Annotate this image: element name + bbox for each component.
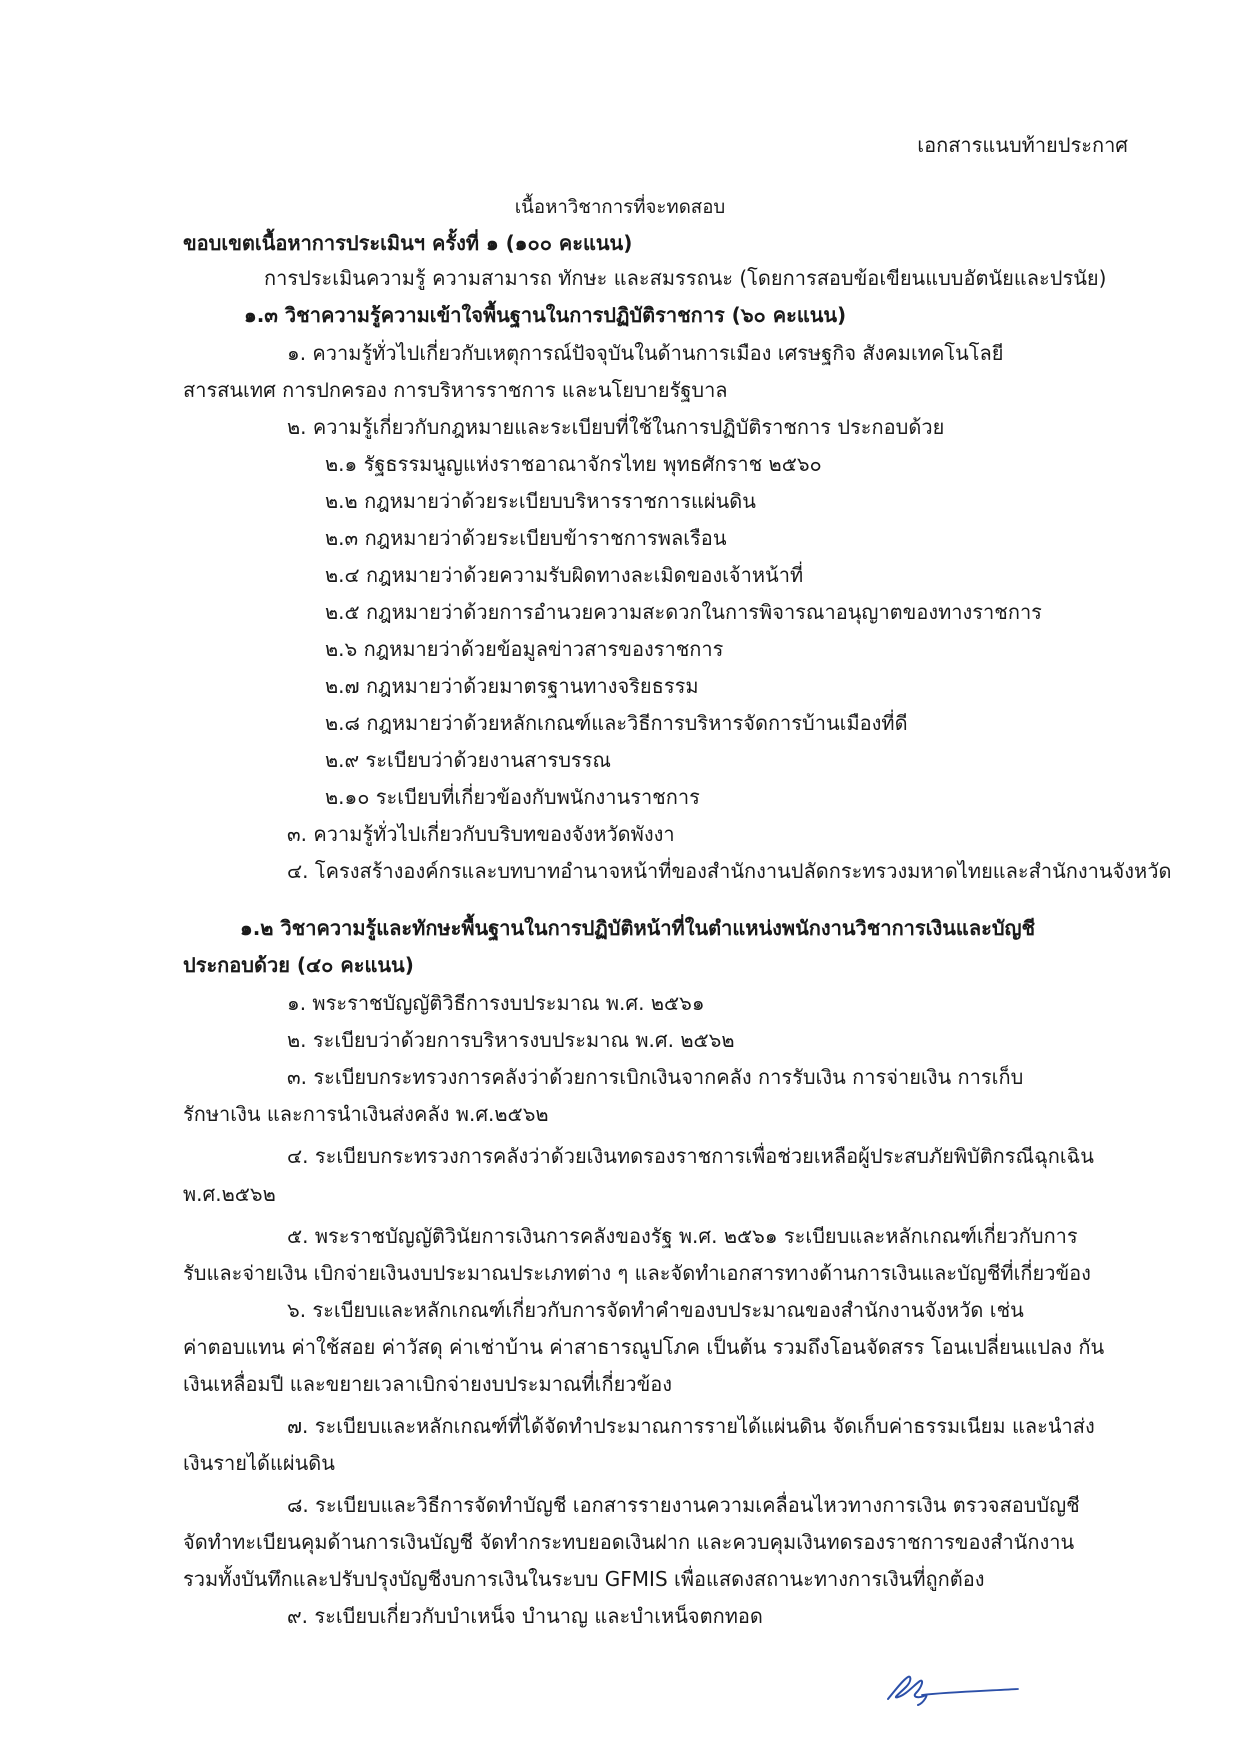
- sub-item: ๒.๘ กฎหมายว่าด้วยหลักเกณฑ์และวิธีการบริหารจัดการบ้านเมืองที่ดี: [325, 711, 908, 735]
- section2-item8-line3: รวมทั้งบันทึกและปรับปรุงบัญชีงบการเงินในระบบ GFMIS เพื่อแสดงสถานะทางการเงินที่ถูกต้อง: [183, 1567, 985, 1591]
- section1-item2: ๒. ความรู้เกี่ยวกับกฎหมายและระเบียบที่ใช้ในการปฏิบัติราชการ ประกอบด้วย: [287, 415, 945, 439]
- sub-item: ๒.๑ รัฐธรรมนูญแห่งราชอาณาจักรไทย พุทธศักราช ๒๕๖๐: [325, 452, 822, 476]
- attachment-note: เอกสารแนบท้ายประกาศ: [917, 133, 1128, 157]
- section1-heading: ๑.๓ วิชาความรู้ความเข้าใจพื้นฐานในการปฏิบัติราชการ (๖๐ คะแนน): [244, 303, 847, 327]
- section2-item3-line1: ๓. ระเบียบกระทรวงการคลังว่าด้วยการเบิกเงินจากคลัง การรับเงิน การจ่ายเงิน การเก็บ: [287, 1065, 1024, 1089]
- sub-item: ๒.๒ กฎหมายว่าด้วยระเบียบบริหารราชการแผ่นดิน: [325, 489, 756, 513]
- section2-heading-line2: ประกอบด้วย (๔๐ คะแนน): [183, 953, 414, 977]
- sub-item: ๒.๙ ระเบียบว่าด้วยงานสารบรรณ: [325, 748, 611, 772]
- sub-item: ๒.๖ กฎหมายว่าด้วยข้อมูลข่าวสารของราชการ: [325, 637, 724, 661]
- section2-heading-line1: ๑.๒ วิชาความรู้และทักษะพื้นฐานในการปฏิบัติหน้าที่ในตำแหน่งพนักงานวิชาการเงินและบัญชี: [240, 916, 1036, 940]
- section2-item7-line1: ๗. ระเบียบและหลักเกณฑ์ที่ได้จัดทำประมาณการรายได้แผ่นดิน จัดเก็บค่าธรรมเนียม และนำส่ง: [287, 1414, 1095, 1438]
- signature-icon: [878, 1665, 1028, 1715]
- section1-item3: ๓. ความรู้ทั่วไปเกี่ยวกับบริบทของจังหวัดพังงา: [287, 822, 675, 846]
- section2-item4-line1: ๔. ระเบียบกระทรวงการคลังว่าด้วยเงินทดรองราชการเพื่อช่วยเหลือผู้ประสบภัยพิบัติกรณีฉุกเฉิน: [287, 1144, 1094, 1168]
- sub-item: ๒.๕ กฎหมายว่าด้วยการอำนวยความสะดวกในการพิจารณาอนุญาตของทางราชการ: [325, 600, 1042, 624]
- sub-item: ๒.๑๐ ระเบียบที่เกี่ยวข้องกับพนักงานราชการ: [325, 785, 700, 809]
- section2-item6-line2: ค่าตอบแทน ค่าใช้สอย ค่าวัสดุ ค่าเช่าบ้าน ค่าสาธารณูปโภค เป็นต้น รวมถึงโอนจัดสรร โอนเปลี่ยนแปลง กัน: [183, 1335, 1105, 1359]
- section2-item1: ๑. พระราชบัญญัติวิธีการงบประมาณ พ.ศ. ๒๕๖๑: [287, 991, 705, 1015]
- section1-item1-line2: สารสนเทศ การปกครอง การบริหารราชการ และนโยบายรัฐบาล: [183, 378, 728, 402]
- section1-item4: ๔. โครงสร้างองค์กรและบทบาทอำนาจหน้าที่ของสำนักงานปลัดกระทรวงมหาดไทยและสำนักงานจังหวัด: [287, 859, 1172, 883]
- section2-item7-line2: เงินรายได้แผ่นดิน: [183, 1451, 335, 1475]
- sub-item: ๒.๔ กฎหมายว่าด้วยความรับผิดทางละเมิดของเจ้าหน้าที่: [325, 563, 804, 587]
- section2-item4-line2: พ.ศ.๒๕๖๒: [183, 1182, 276, 1206]
- section1-item1-line1: ๑. ความรู้ทั่วไปเกี่ยวกับเหตุการณ์ปัจจุบันในด้านการเมือง เศรษฐกิจ สังคมเทคโนโลยี: [287, 341, 1004, 365]
- scope-heading: ขอบเขตเนื้อหาการประเมินฯ ครั้งที่ ๑ (๑๐๐ คะแนน): [183, 231, 633, 255]
- section2-item2: ๒. ระเบียบว่าด้วยการบริหารงบประมาณ พ.ศ. ๒๕๖๒: [287, 1028, 735, 1052]
- section2-item6-line3: เงินเหลื่อมปี และขยายเวลาเบิกจ่ายงบประมาณที่เกี่ยวข้อง: [183, 1372, 673, 1396]
- sub-item: ๒.๗ กฎหมายว่าด้วยมาตรฐานทางจริยธรรม: [325, 674, 699, 698]
- section2-item5-line2: รับและจ่ายเงิน เบิกจ่ายเงินงบประมาณประเภทต่าง ๆ และจัดทำเอกสารทางด้านการเงินและบัญชีที่เกี่ยวข้อง: [183, 1261, 1091, 1285]
- sub-item: ๒.๓ กฎหมายว่าด้วยระเบียบข้าราชการพลเรือน: [325, 526, 727, 550]
- section2-item8-line2: จัดทำทะเบียนคุมด้านการเงินบัญชี จัดทำกระทบยอดเงินฝาก และควบคุมเงินทดรองราชการของสำนักงาน: [183, 1530, 1075, 1554]
- section2-item8-line1: ๘. ระเบียบและวิธีการจัดทำบัญชี เอกสารรายงานความเคลื่อนไหวทางการเงิน ตรวจสอบบัญชี: [287, 1493, 1080, 1517]
- section2-item6-line1: ๖. ระเบียบและหลักเกณฑ์เกี่ยวกับการจัดทำคำของบประมาณของสำนักงานจังหวัด เช่น: [287, 1298, 1024, 1322]
- page-title: เนื้อหาวิชาการที่จะทดสอบ: [514, 197, 726, 218]
- section2-item3-line2: รักษาเงิน และการนำเงินส่งคลัง พ.ศ.๒๕๖๒: [183, 1102, 549, 1126]
- section2-item5-line1: ๕. พระราชบัญญัติวินัยการเงินการคลังของรัฐ พ.ศ. ๒๕๖๑ ระเบียบและหลักเกณฑ์เกี่ยวกับการ: [287, 1224, 1078, 1248]
- assessment-method: การประเมินความรู้ ความสามารถ ทักษะ และสมรรถนะ (โดยการสอบข้อเขียนแบบอัตนัยและปรนัย): [264, 266, 1107, 290]
- section2-item9: ๙. ระเบียบเกี่ยวกับบำเหน็จ บำนาญ และบำเหน็จตกทอด: [287, 1604, 763, 1628]
